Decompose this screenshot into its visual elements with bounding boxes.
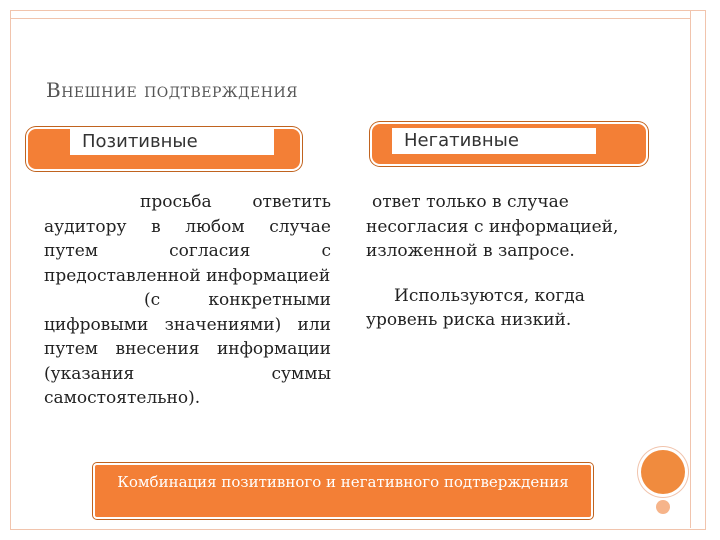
positive-description bbox=[44, 190, 331, 411]
frame-right-band bbox=[690, 10, 705, 528]
decorative-circle bbox=[641, 450, 685, 494]
combination-text: Комбинация позитивного и негативного подтверждения bbox=[117, 473, 569, 491]
combination-box bbox=[93, 463, 593, 519]
slide-title: Внешние подтверждения bbox=[46, 78, 298, 102]
negative-text-1: ответ только в случае несогласия с информацией, изложенной в запросе. bbox=[366, 192, 619, 261]
negative-description bbox=[366, 190, 636, 333]
negative-text-2: Используются, когда уровень риска низкий. bbox=[366, 285, 585, 330]
positive-label: Позитивные bbox=[70, 129, 274, 155]
negative-label: Негативные bbox=[392, 128, 596, 154]
decorative-dot bbox=[656, 500, 670, 514]
negative-header bbox=[370, 122, 648, 166]
positive-text-1: просьба ответить аудитору в любом случае путем согласия с предоставленной информацией bbox=[44, 192, 331, 286]
frame-top-band bbox=[10, 10, 690, 19]
positive-text-2: (с конкретными цифровыми значениями) или путем внесения информации (указания суммы самостоятельно). bbox=[44, 290, 331, 408]
positive-header bbox=[26, 127, 302, 171]
